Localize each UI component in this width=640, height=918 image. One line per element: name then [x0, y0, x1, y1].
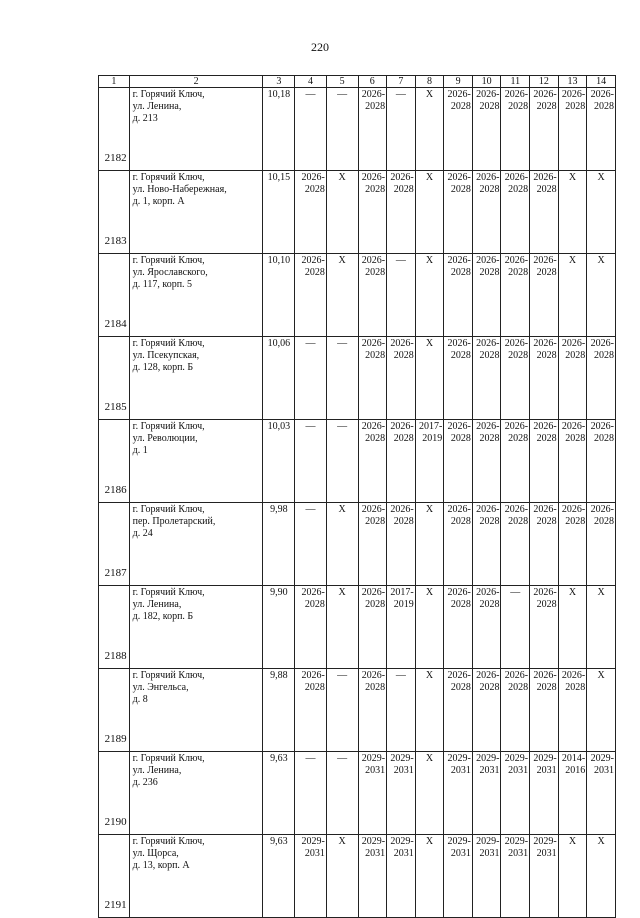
period-cell — [587, 337, 616, 420]
period-value: 2014-2016 — [561, 753, 586, 776]
address-line: ул. Щорса, — [132, 848, 179, 859]
address-line: д. 236 — [132, 777, 158, 788]
address-cell — [129, 337, 263, 420]
period-value: 2026-2028 — [533, 338, 557, 361]
period-cell — [472, 752, 501, 835]
period-value: 2026-2028 — [447, 421, 471, 444]
period-cell — [472, 835, 501, 918]
address-line: д. 182, корп. Б — [132, 611, 194, 622]
row-number: 2191 — [99, 835, 130, 918]
period-value: 2026-2028 — [504, 670, 529, 693]
period-cell — [558, 503, 587, 586]
period-value: 2026-2028 — [390, 504, 414, 527]
period-cell: X — [326, 503, 358, 586]
address-line: ул. Псекупская, — [132, 350, 200, 361]
period-value: 2026-2028 — [361, 587, 386, 610]
period-cell — [558, 420, 587, 503]
period-cell — [358, 337, 387, 420]
period-cell: — — [387, 669, 416, 752]
column-number: 3 — [263, 76, 295, 88]
period-cell — [530, 835, 559, 918]
address-line: д. 1 — [132, 445, 148, 456]
period-value: 2026-2028 — [561, 504, 586, 527]
period-cell: X — [415, 171, 444, 254]
period-value: 2026-2028 — [447, 338, 471, 361]
period-value: 2026-2028 — [533, 504, 557, 527]
address-line: д. 24 — [132, 528, 153, 539]
column-number: 11 — [501, 76, 530, 88]
table-row — [99, 88, 616, 171]
period-value: 2026-2028 — [361, 504, 386, 527]
row-number: 2186 — [99, 420, 130, 503]
period-cell — [472, 171, 501, 254]
table-row — [99, 669, 616, 752]
period-cell: — — [295, 337, 327, 420]
area-cell: 10,18 — [263, 88, 295, 171]
period-cell: X — [558, 835, 587, 918]
period-cell: X — [587, 586, 616, 669]
period-cell: — — [295, 420, 327, 503]
area-cell: 10,10 — [263, 254, 295, 337]
column-number: 1 — [99, 76, 130, 88]
period-value: 2026-2028 — [590, 338, 614, 361]
period-cell — [530, 88, 559, 171]
period-cell: X — [587, 669, 616, 752]
period-value: 2026-2028 — [561, 338, 586, 361]
address-line: пер. Пролетарский, — [132, 516, 216, 527]
period-cell — [587, 752, 616, 835]
address-cell — [129, 171, 263, 254]
address-line: д. 117, корп. 5 — [132, 279, 193, 290]
period-cell — [358, 835, 387, 918]
period-value: 2026-2028 — [447, 587, 471, 610]
period-cell — [444, 88, 473, 171]
period-cell — [295, 171, 327, 254]
address-line: ул. Энгельса, — [132, 682, 189, 693]
period-value: 2026-2028 — [533, 587, 557, 610]
period-cell — [358, 586, 387, 669]
address-line: д. 213 — [132, 113, 158, 124]
period-value: 2026-2028 — [361, 89, 386, 112]
period-cell — [558, 88, 587, 171]
column-number: 8 — [415, 76, 444, 88]
period-value: 2029-2031 — [447, 836, 471, 859]
address-line: г. Горячий Ключ, — [132, 836, 205, 847]
period-cell — [415, 420, 444, 503]
row-number: 2182 — [99, 88, 130, 171]
period-cell — [387, 171, 416, 254]
period-cell — [444, 835, 473, 918]
address-line: г. Горячий Ключ, — [132, 504, 205, 515]
period-cell — [501, 669, 530, 752]
address-line: д. 128, корп. Б — [132, 362, 194, 373]
period-cell — [558, 752, 587, 835]
period-value: 2029-2031 — [447, 753, 471, 776]
area-cell: 9,88 — [263, 669, 295, 752]
period-cell — [587, 420, 616, 503]
register-table — [98, 75, 616, 918]
address-line: г. Горячий Ключ, — [132, 670, 205, 681]
address-cell — [129, 669, 263, 752]
period-value: 2026-2028 — [533, 89, 557, 112]
period-cell — [501, 171, 530, 254]
period-value: 2026-2028 — [504, 172, 529, 195]
address-cell — [129, 254, 263, 337]
period-cell — [530, 171, 559, 254]
row-number: 2184 — [99, 254, 130, 337]
period-value: 2026-2028 — [301, 670, 325, 693]
period-value: 2026-2028 — [361, 670, 386, 693]
period-value: 2026-2028 — [476, 670, 500, 693]
period-value: 2029-2031 — [533, 836, 557, 859]
period-value: 2026-2028 — [447, 89, 471, 112]
address-cell — [129, 835, 263, 918]
address-line: ул. Ленина, — [132, 765, 182, 776]
period-cell: X — [415, 88, 444, 171]
period-cell — [530, 254, 559, 337]
period-value: 2026-2028 — [533, 255, 557, 278]
area-cell: 10,15 — [263, 171, 295, 254]
period-value: 2026-2028 — [590, 504, 614, 527]
period-value: 2029-2031 — [301, 836, 325, 859]
page-number: 220 — [311, 40, 329, 54]
area-cell: 9,63 — [263, 752, 295, 835]
period-cell — [501, 88, 530, 171]
table-row — [99, 420, 616, 503]
address-line: г. Горячий Ключ, — [132, 338, 205, 349]
period-cell — [472, 586, 501, 669]
period-cell: — — [295, 503, 327, 586]
column-number: 14 — [587, 76, 616, 88]
table-row — [99, 752, 616, 835]
period-value: 2026-2028 — [476, 172, 500, 195]
column-number: 6 — [358, 76, 387, 88]
period-cell — [358, 752, 387, 835]
address-line: г. Горячий Ключ, — [132, 421, 205, 432]
address-cell — [129, 752, 263, 835]
period-cell — [472, 337, 501, 420]
period-cell — [358, 254, 387, 337]
period-cell: X — [326, 586, 358, 669]
table-row — [99, 586, 616, 669]
period-cell — [358, 503, 387, 586]
period-cell: X — [415, 752, 444, 835]
period-cell: X — [587, 835, 616, 918]
period-cell — [558, 337, 587, 420]
period-value: 2026-2028 — [504, 255, 529, 278]
period-cell: — — [326, 669, 358, 752]
address-cell — [129, 420, 263, 503]
period-value: 2029-2031 — [390, 836, 414, 859]
address-line: ул. Ярославского, — [132, 267, 208, 278]
period-cell — [530, 669, 559, 752]
period-cell: — — [387, 254, 416, 337]
period-cell: — — [326, 752, 358, 835]
row-number: 2190 — [99, 752, 130, 835]
period-cell — [501, 420, 530, 503]
column-number: 13 — [558, 76, 587, 88]
period-cell — [444, 171, 473, 254]
period-value: 2017-2019 — [418, 421, 443, 444]
period-value: 2026-2028 — [447, 670, 471, 693]
address-line: г. Горячий Ключ, — [132, 172, 205, 183]
period-cell — [295, 835, 327, 918]
period-cell — [558, 669, 587, 752]
period-value: 2026-2028 — [476, 587, 500, 610]
period-cell: X — [415, 669, 444, 752]
period-value: 2026-2028 — [590, 89, 614, 112]
period-cell — [387, 752, 416, 835]
period-value: 2026-2028 — [590, 421, 614, 444]
period-cell — [501, 254, 530, 337]
period-value: 2026-2028 — [533, 172, 557, 195]
column-number: 2 — [129, 76, 263, 88]
address-line: д. 13, корп. А — [132, 860, 190, 871]
period-value: 2026-2028 — [504, 504, 529, 527]
period-cell — [501, 752, 530, 835]
period-cell: — — [295, 88, 327, 171]
period-cell — [472, 88, 501, 171]
column-number: 9 — [444, 76, 473, 88]
address-line: д. 8 — [132, 694, 148, 705]
period-value: 2029-2031 — [476, 753, 500, 776]
period-cell — [444, 503, 473, 586]
table-row — [99, 337, 616, 420]
address-line: ул. Ново-Набережная, — [132, 184, 227, 195]
row-number: 2187 — [99, 503, 130, 586]
period-value: 2026-2028 — [390, 421, 414, 444]
period-cell: X — [415, 835, 444, 918]
period-cell — [444, 337, 473, 420]
column-number: 10 — [472, 76, 501, 88]
address-line: д. 1, корп. А — [132, 196, 185, 207]
address-line: г. Горячий Ключ, — [132, 587, 205, 598]
period-value: 2026-2028 — [476, 504, 500, 527]
period-value: 2026-2028 — [361, 255, 386, 278]
period-value: 2026-2028 — [301, 255, 325, 278]
period-cell — [444, 752, 473, 835]
period-value: 2026-2028 — [301, 172, 325, 195]
period-value: 2026-2028 — [504, 89, 529, 112]
table-row — [99, 254, 616, 337]
period-cell: X — [415, 254, 444, 337]
period-cell — [501, 337, 530, 420]
column-number: 4 — [295, 76, 327, 88]
period-cell: — — [326, 337, 358, 420]
period-cell — [472, 503, 501, 586]
period-cell — [444, 586, 473, 669]
address-line: г. Горячий Ключ, — [132, 89, 205, 100]
period-value: 2029-2031 — [590, 753, 614, 776]
period-cell — [387, 503, 416, 586]
period-cell — [587, 88, 616, 171]
period-cell: X — [558, 586, 587, 669]
period-value: 2029-2031 — [504, 836, 529, 859]
period-value: 2029-2031 — [476, 836, 500, 859]
period-value: 2026-2028 — [476, 89, 500, 112]
period-value: 2026-2028 — [447, 255, 471, 278]
period-cell: X — [558, 171, 587, 254]
column-number: 5 — [326, 76, 358, 88]
period-cell — [530, 752, 559, 835]
period-value: 2026-2028 — [447, 504, 471, 527]
period-value: 2026-2028 — [561, 89, 586, 112]
address-cell — [129, 503, 263, 586]
period-cell: X — [415, 337, 444, 420]
column-number: 12 — [530, 76, 559, 88]
period-cell: — — [326, 420, 358, 503]
period-cell — [501, 835, 530, 918]
period-cell: — — [501, 586, 530, 669]
period-cell — [358, 669, 387, 752]
period-cell: — — [387, 88, 416, 171]
area-cell: 10,06 — [263, 337, 295, 420]
period-value: 2026-2028 — [504, 338, 529, 361]
period-value: 2026-2028 — [561, 421, 586, 444]
address-line: ул. Ленина, — [132, 599, 182, 610]
period-value: 2029-2031 — [533, 753, 557, 776]
period-cell — [358, 420, 387, 503]
period-cell: X — [415, 586, 444, 669]
period-cell — [444, 669, 473, 752]
period-cell — [295, 586, 327, 669]
period-cell: X — [558, 254, 587, 337]
area-cell: 9,98 — [263, 503, 295, 586]
period-cell: X — [587, 171, 616, 254]
period-value: 2026-2028 — [301, 587, 325, 610]
address-cell — [129, 586, 263, 669]
period-cell — [472, 420, 501, 503]
area-cell: 10,03 — [263, 420, 295, 503]
address-line: г. Горячий Ключ, — [132, 255, 205, 266]
period-cell — [387, 420, 416, 503]
period-cell — [587, 503, 616, 586]
period-cell — [358, 171, 387, 254]
period-value: 2026-2028 — [361, 172, 386, 195]
period-value: 2026-2028 — [361, 338, 386, 361]
period-cell — [501, 503, 530, 586]
period-value: 2026-2028 — [390, 172, 414, 195]
period-value: 2026-2028 — [476, 255, 500, 278]
period-cell: X — [326, 171, 358, 254]
period-value: 2026-2028 — [561, 670, 586, 693]
period-value: 2026-2028 — [390, 338, 414, 361]
period-value: 2029-2031 — [361, 836, 386, 859]
row-number: 2189 — [99, 669, 130, 752]
period-cell: — — [295, 752, 327, 835]
address-cell — [129, 88, 263, 171]
table-row — [99, 503, 616, 586]
period-value: 2026-2028 — [533, 670, 557, 693]
period-cell — [530, 586, 559, 669]
period-cell — [295, 669, 327, 752]
address-line: ул. Революции, — [132, 433, 198, 444]
address-line: ул. Ленина, — [132, 101, 182, 112]
period-cell — [530, 503, 559, 586]
period-value: 2026-2028 — [476, 338, 500, 361]
period-value: 2026-2028 — [361, 421, 386, 444]
period-value: 2029-2031 — [504, 753, 529, 776]
area-cell: 9,63 — [263, 835, 295, 918]
row-number: 2185 — [99, 337, 130, 420]
period-cell — [387, 586, 416, 669]
period-cell — [530, 420, 559, 503]
row-number: 2188 — [99, 586, 130, 669]
period-cell — [472, 254, 501, 337]
table-row — [99, 171, 616, 254]
period-cell — [387, 835, 416, 918]
period-cell — [530, 337, 559, 420]
period-cell — [387, 337, 416, 420]
period-value: 2029-2031 — [361, 753, 386, 776]
column-number: 7 — [387, 76, 416, 88]
period-value: 2026-2028 — [476, 421, 500, 444]
period-value: 2029-2031 — [390, 753, 414, 776]
period-cell: X — [326, 254, 358, 337]
period-cell: X — [415, 503, 444, 586]
period-cell — [358, 88, 387, 171]
area-cell: 9,90 — [263, 586, 295, 669]
table-row — [99, 835, 616, 918]
period-cell: — — [326, 88, 358, 171]
row-number: 2183 — [99, 171, 130, 254]
address-line: г. Горячий Ключ, — [132, 753, 205, 764]
period-value: 2026-2028 — [447, 172, 471, 195]
period-cell: X — [587, 254, 616, 337]
period-cell — [295, 254, 327, 337]
period-cell — [472, 669, 501, 752]
period-cell: X — [326, 835, 358, 918]
period-value: 2026-2028 — [533, 421, 557, 444]
period-cell — [444, 254, 473, 337]
period-value: 2026-2028 — [504, 421, 529, 444]
period-cell — [444, 420, 473, 503]
period-value: 2017-2019 — [390, 587, 414, 610]
column-number-row — [99, 76, 616, 88]
